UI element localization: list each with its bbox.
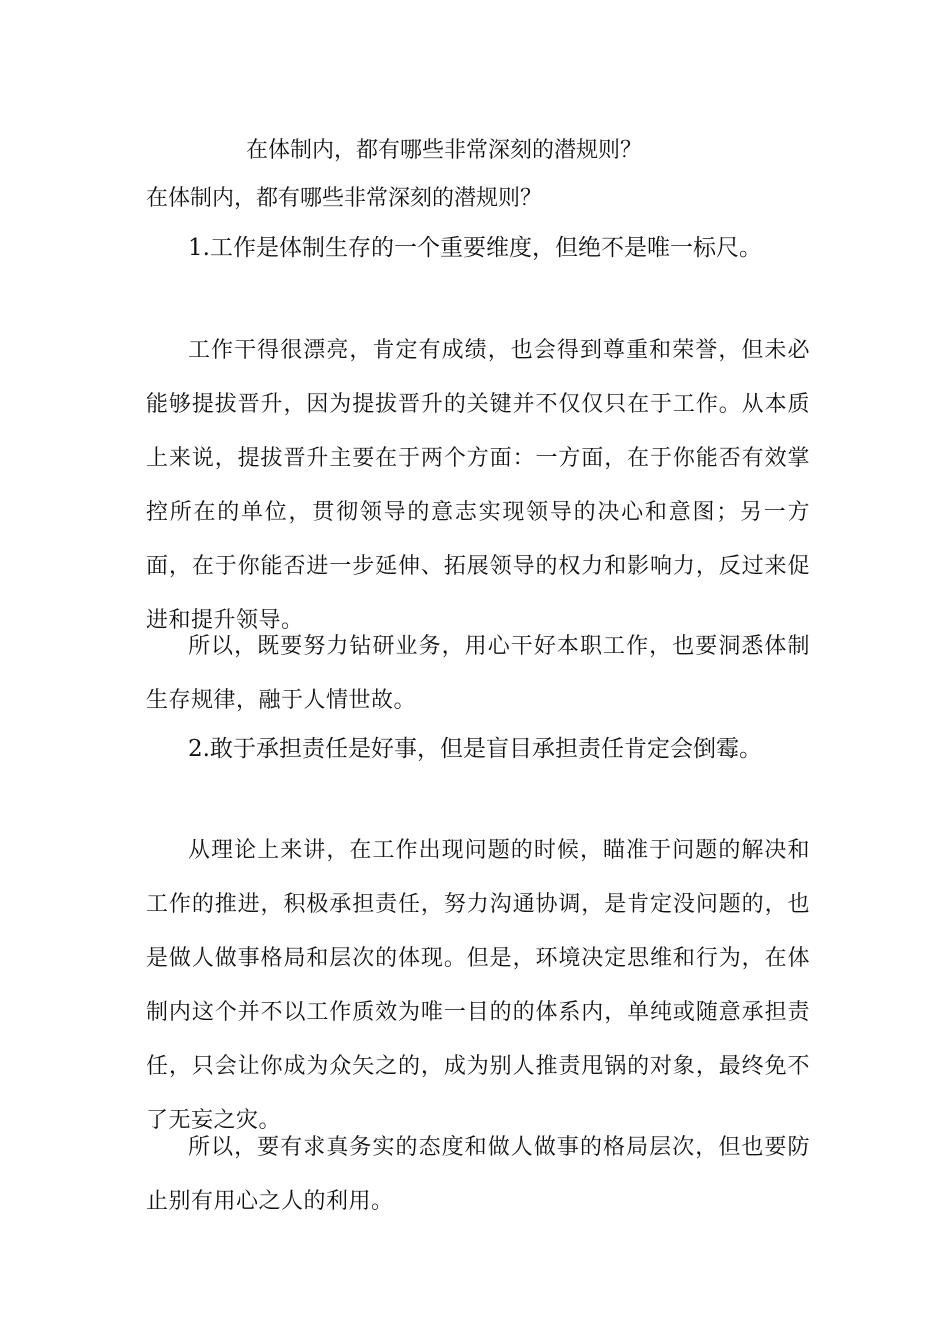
section-2-paragraph-2: 所以，要有求真务实的态度和做人做事的格局层次，但也要防止别有用心之人的利用。 — [146, 1135, 810, 1214]
section-2-paragraph-1: 从理论上来讲，在工作出现问题的时候，瞄准于问题的解决和工作的推进，积极承担责任，努力沟通协调，是肯定没问题的，也是做人做事格局和层次的体现。但是，环境决定思维和行为，在体制内这个并不以工作质效为唯一目的的体系内，单纯或随意承担责任，只会让你成为众矢之的，成为别人推责甩锅的对象，最终免不了无妄之灾。 — [146, 838, 810, 1133]
document-title: 在体制内，都有哪些非常深刻的潜规则？ — [246, 138, 643, 163]
section-1-heading: 1.工作是体制生存的一个重要维度，但绝不是唯一标尺。 — [188, 235, 762, 261]
document-subtitle: 在体制内，都有哪些非常深刻的潜规则？ — [146, 186, 543, 211]
section-1-paragraph-1: 工作干得很漂亮，肯定有成绩，也会得到尊重和荣誉，但未必能够提拔晋升，因为提拔晋升的关键并不仅仅只在于工作。从本质上来说，提拔晋升主要在于两个方面：一方面，在于你能否有效掌控所在的单位，贯彻领导的意志实现领导的决心和意图；另一方面，在于你能否进一步延伸、拓展领导的权力和影响力，反过来促进和提升领导。 — [146, 338, 810, 633]
section-2-heading: 2.敢于承担责任是好事，但是盲目承担责任肯定会倒霉。 — [188, 736, 762, 762]
section-1-paragraph-2: 所以，既要努力钻研业务，用心干好本职工作，也要洞悉体制生存规律，融于人情世故。 — [146, 634, 810, 713]
